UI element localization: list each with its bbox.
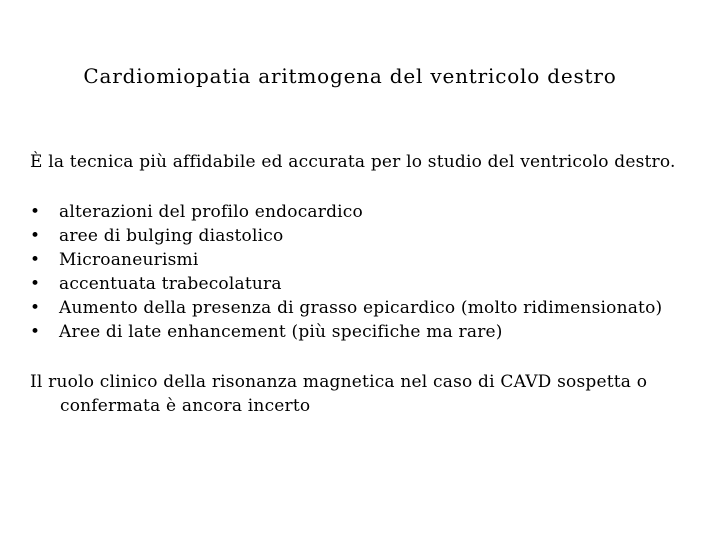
bullet-text: accentuata trabecolatura [59,274,282,294]
bullet-marker: • [30,298,41,318]
bullet-marker: • [30,226,41,246]
bullet-text: Aree di late enhancement (più specifiche ma rare) [59,322,503,342]
bullet-item [30,224,680,248]
bullet-marker: • [30,322,41,342]
bullet-text: aree di bulging diastolico [59,226,284,246]
bullet-text: Aumento della presenza di grasso epicardico (molto ridimensionato) [59,298,663,318]
bullet-item [30,200,680,224]
bullet-text: alterazioni del profilo endocardico [59,202,363,222]
bullet-list [30,200,680,344]
bullet-marker: • [30,250,41,270]
bullet-item [30,320,680,344]
bullet-text: Microaneurismi [59,250,199,270]
slide-title: Cardiomiopatia aritmogena del ventricolo destro [83,64,617,88]
bullet-item [30,248,680,272]
bullet-marker: • [30,274,41,294]
bullet-item [30,296,680,320]
bullet-marker: • [30,202,41,222]
slide-body [30,150,680,418]
bullet-item [30,272,680,296]
conclusion-paragraph: Il ruolo clinico della risonanza magnetica nel caso di CAVD sospetta o confermata è ancora incerto [30,372,648,416]
intro-paragraph: È la tecnica più affidabile ed accurata per lo studio del ventricolo destro. [30,152,676,172]
